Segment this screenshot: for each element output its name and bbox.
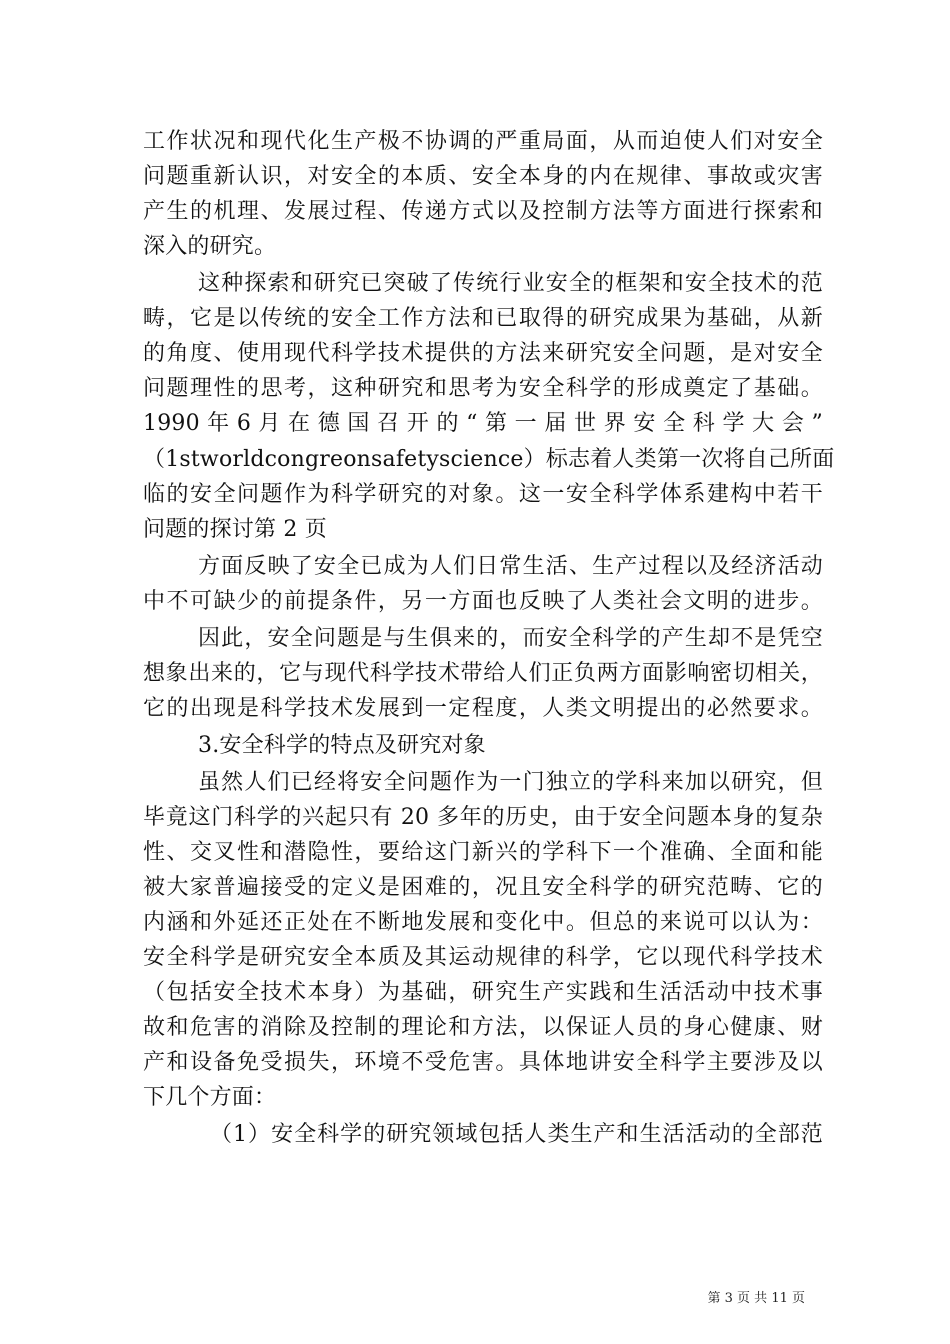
- text-line-25: （包括安全技术本身）为基础，研究生产实践和生活活动中技术事: [143, 980, 823, 1005]
- text-line-23: 内涵和外延还正处在不断地发展和变化中。但总的来说可以认为：: [143, 910, 823, 935]
- text-line-2: 问题重新认识，对安全的本质、安全本身的内在规律、事故或灾害: [143, 164, 823, 189]
- text-line-24: 安全科学是研究安全本质及其运动规律的科学，它以现代科学技术: [143, 945, 823, 970]
- text-line-9: 1990 年 6 月 在 德 国 召 开 的 “ 第 一 届 世 界 安 全 科 学 大 会 ”: [143, 411, 823, 436]
- text-line-28: 下几个方面：: [143, 1085, 277, 1110]
- section-heading: 3.安全科学的特点及研究对象: [198, 733, 486, 758]
- text-line-8: 问题理性的思考，这种研究和思考为安全科学的形成奠定了基础。: [143, 376, 823, 401]
- text-line-3: 产生的机理、发展过程、传递方式以及控制方法等方面进行探索和: [143, 199, 823, 224]
- text-line-26: 故和危害的消除及控制的理论和方法，以保证人员的身心健康、财: [143, 1015, 823, 1040]
- text-line-29: （1）安全科学的研究领域包括人类生产和生活活动的全部范: [210, 1122, 823, 1147]
- page-number-footer: 第 3 页 共 11 页: [707, 1291, 805, 1306]
- text-line-12: 问题的探讨第 2 页: [143, 517, 327, 542]
- text-line-15: 因此，安全问题是与生俱来的，而安全科学的产生却不是凭空: [198, 626, 823, 651]
- text-line-13: 方面反映了安全已成为人们日常生活、生产过程以及经济活动: [198, 554, 823, 579]
- text-line-21: 性、交叉性和潜隐性，要给这门新兴的学科下一个准确、全面和能: [143, 840, 823, 865]
- text-line-27: 产和设备免受损失，环境不受危害。具体地讲安全科学主要涉及以: [143, 1050, 823, 1075]
- text-line-1: 工作状况和现代化生产极不协调的严重局面，从而迫使人们对安全: [143, 129, 823, 154]
- text-line-17: 它的出现是科学技术发展到一定程度，人类文明提出的必然要求。: [143, 696, 823, 721]
- text-line-4: 深入的研究。: [143, 234, 277, 259]
- text-line-14: 中不可缺少的前提条件，另一方面也反映了人类社会文明的进步。: [143, 589, 823, 614]
- text-line-10: （1stworldcongreonsafetyscience）标志着人类第一次将自己所面: [143, 447, 835, 472]
- text-line-11: 临的安全问题作为科学研究的对象。这一安全科学体系建构中若干: [143, 482, 823, 507]
- text-line-20: 毕竟这门科学的兴起只有 20 多年的历史，由于安全问题本身的复杂: [143, 805, 823, 830]
- text-line-19: 虽然人们已经将安全问题作为一门独立的学科来加以研究，但: [198, 770, 823, 795]
- text-line-16: 想象出来的，它与现代科学技术带给人们正负两方面影响密切相关，: [143, 661, 823, 686]
- text-line-6: 畴，它是以传统的安全工作方法和已取得的研究成果为基础，从新: [143, 306, 823, 331]
- text-line-5: 这种探索和研究已突破了传统行业安全的框架和安全技术的范: [198, 271, 823, 296]
- text-line-7: 的角度、使用现代科学技术提供的方法来研究安全问题，是对安全: [143, 341, 823, 366]
- text-line-22: 被大家普遍接受的定义是困难的，况且安全科学的研究范畴、它的: [143, 875, 823, 900]
